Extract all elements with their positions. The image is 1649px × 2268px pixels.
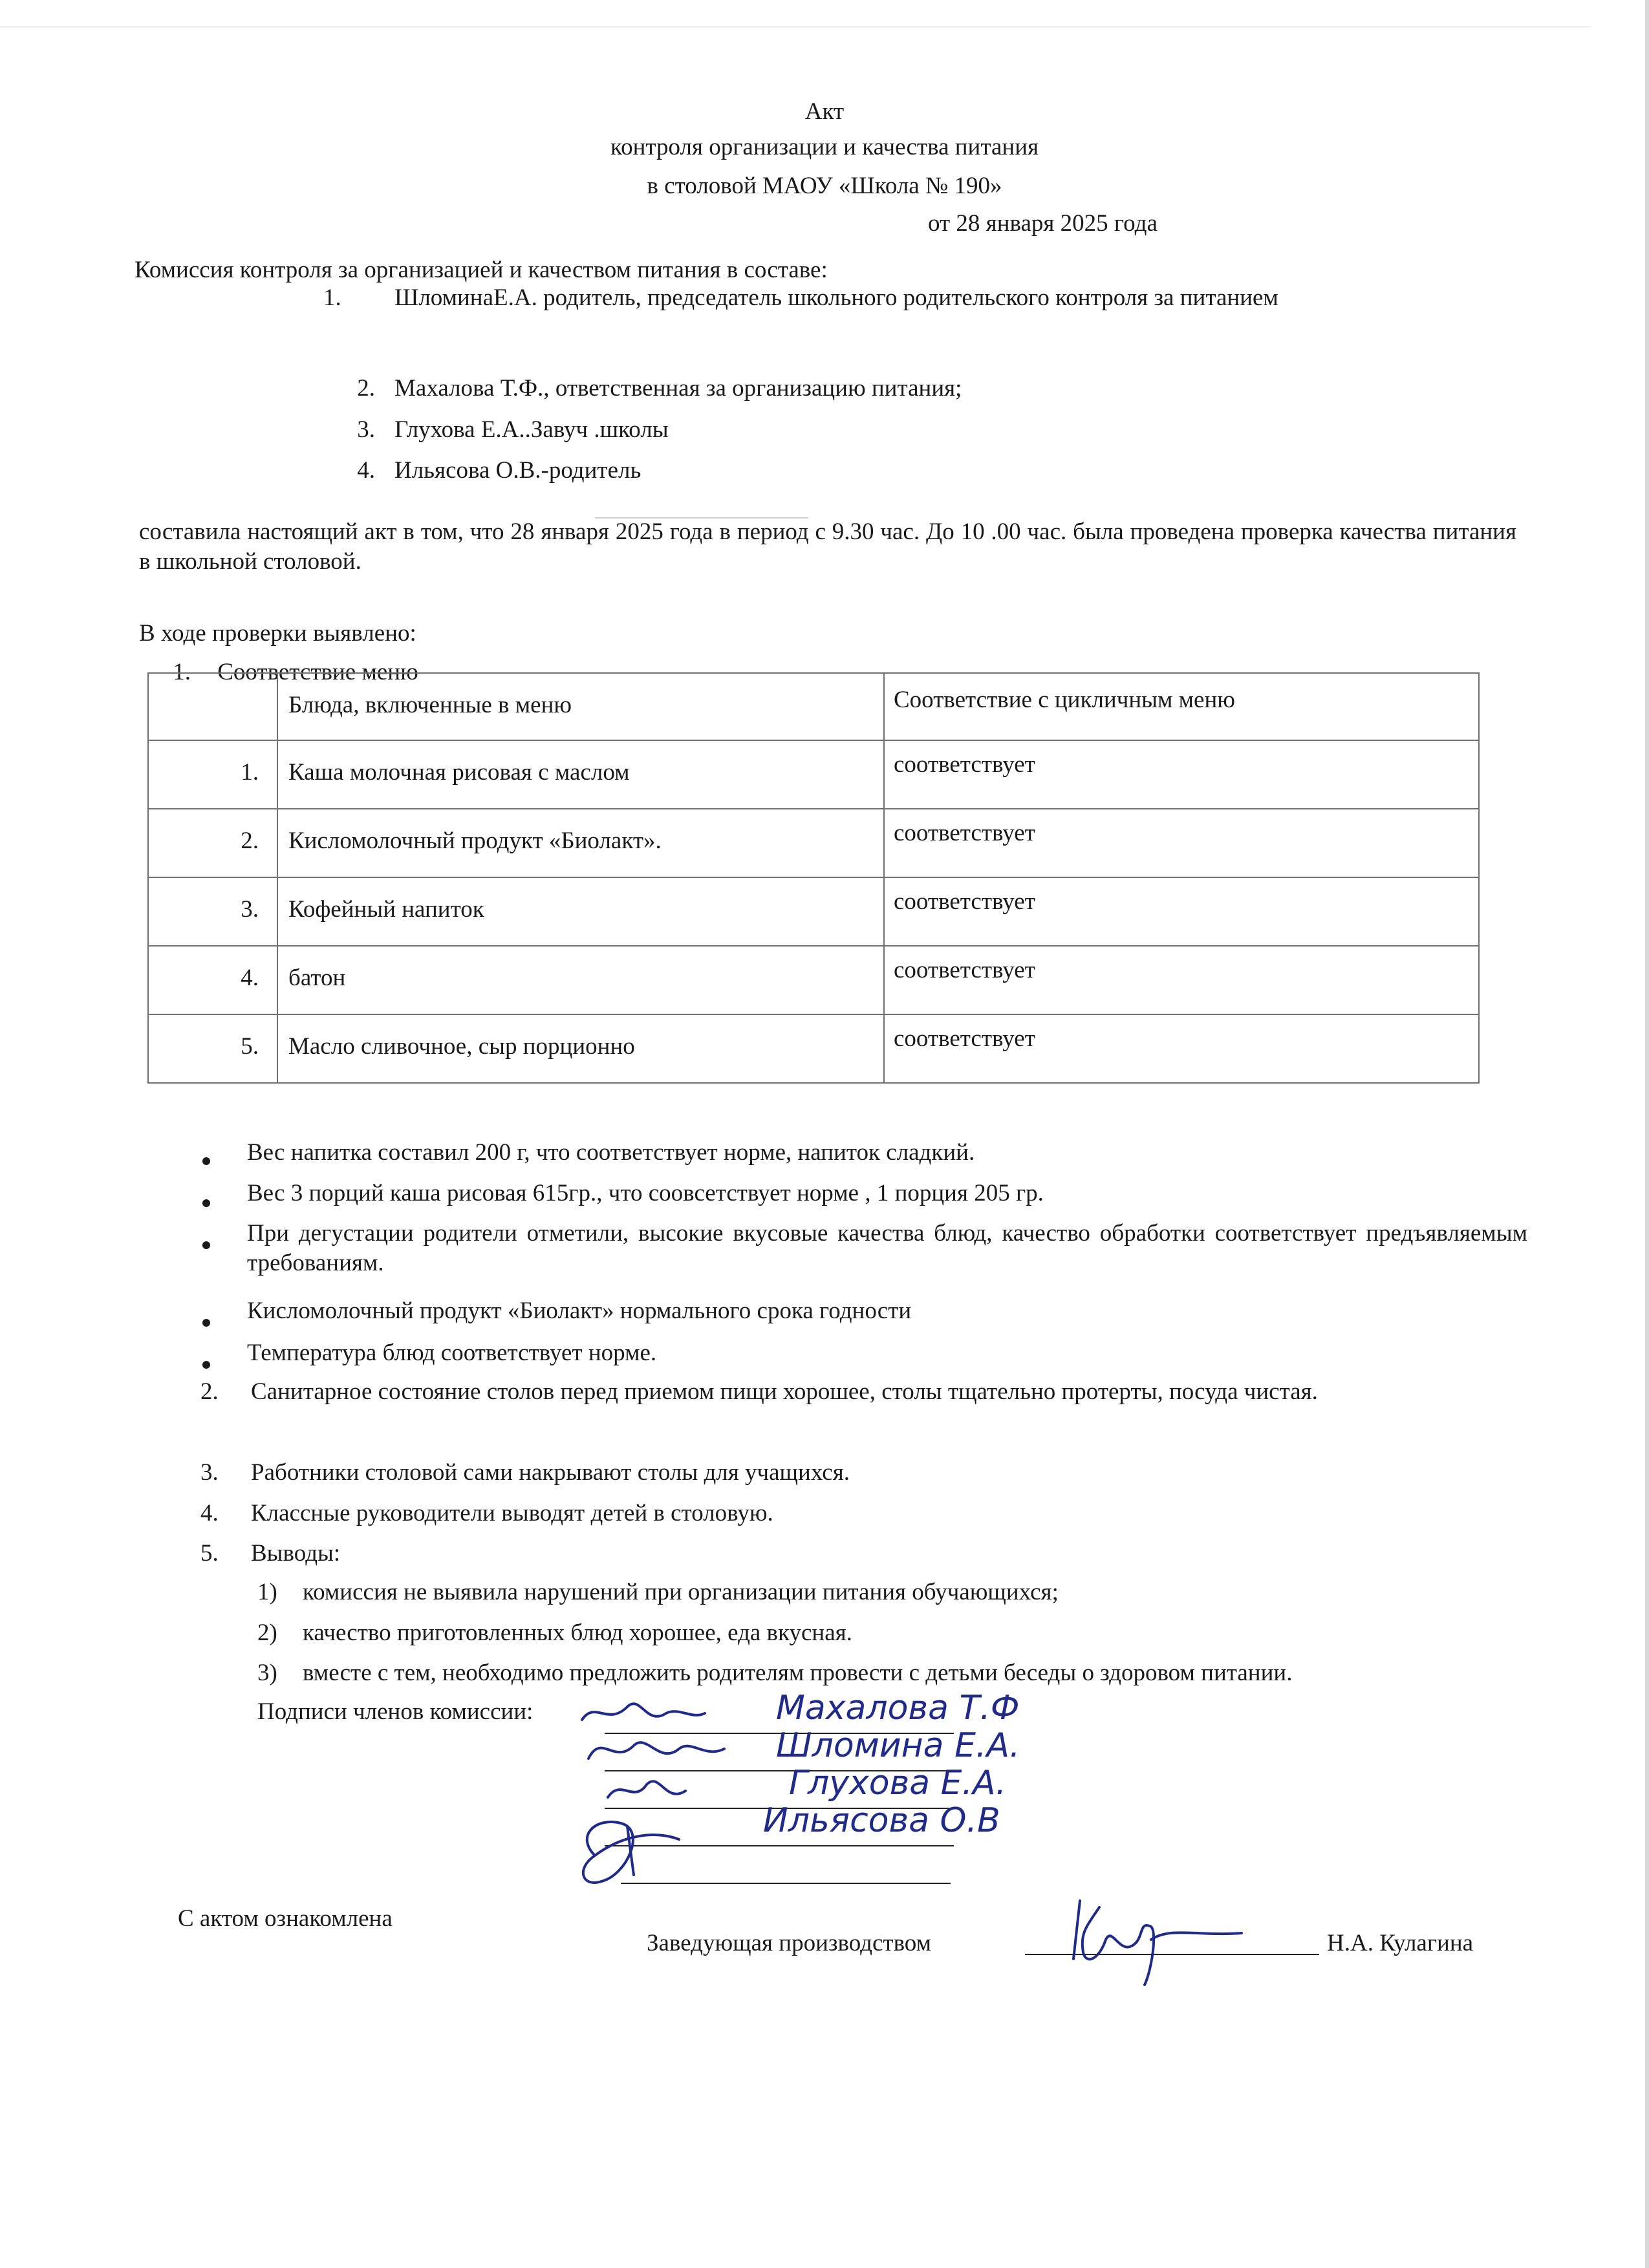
table-row [148, 740, 1479, 809]
member-text: ШломинаЕ.А. родитель, председатель школьного родительского контроля за питанием [394, 284, 1278, 311]
section-item: Санитарное состояние столов перед приемом пищи хорошее, столы тщательно протерты, посуда чистая. [251, 1378, 1318, 1405]
match-cell: соответствует [884, 946, 1479, 1014]
doc-title: Акт [804, 98, 845, 125]
row-number: 4. [148, 946, 277, 1014]
section-item: Работники столовой сами накрывают столы для учащихся. [251, 1459, 850, 1486]
member-text: Махалова Т.Ф., ответственная за организацию питания; [394, 375, 962, 401]
bullet-icon [202, 1319, 210, 1327]
bullet-icon [202, 1157, 210, 1165]
bullet-icon [202, 1199, 210, 1207]
commission-member [357, 374, 962, 403]
bullet-item: При дегустации родители отметили, высокие вкусовые качества блюд, качество обработки соответствует предъявляемым требованиям. [247, 1220, 1527, 1277]
menu-table [147, 672, 1480, 1084]
handwritten-signature: Махалова Т.Ф [776, 1689, 1020, 1728]
list-number: 3. [357, 416, 375, 443]
section-item: Классные руководители выводят детей в столовую. [251, 1500, 773, 1526]
match-cell: соответствует [884, 809, 1479, 877]
findings-heading: В ходе проверки выявлено: [139, 620, 416, 647]
bullet-item: Вес 3 порций каша рисовая 615гр., что сoовсетствует норме , 1 порция 205 гр. [247, 1180, 1044, 1206]
scan-edge [1645, 0, 1649, 2268]
dish-cell: Масло сливочное, сыр порционно [277, 1014, 884, 1083]
bullet-icon [202, 1241, 210, 1249]
table-header-row [148, 673, 1479, 740]
match-cell: соответствует [884, 877, 1479, 946]
act-paragraph: составила настоящий акт в том, что 28 января 2025 года в период с 9.30 час. До 10 .00 час. была проведена проверка качества питания в школьной столовой. [139, 519, 1516, 575]
handwritten-signature: Глухова Е.А. [789, 1764, 1007, 1803]
bullet-item: Температура блюд соответствует норме. [247, 1340, 657, 1366]
commission-member [357, 456, 641, 486]
section-item: Выводы: [251, 1540, 341, 1567]
acquainted-label: С актом ознакомлена [178, 1905, 393, 1932]
signer-name: Н.А. Кулагина [1327, 1930, 1474, 1956]
dish-cell: Каша молочная рисовая с маслом [277, 740, 884, 809]
commission-member [323, 280, 1507, 316]
table-header-cell: Блюда, включенные в меню [277, 673, 884, 740]
dish-cell: Кофейный напиток [277, 877, 884, 946]
list-number: 4. [200, 1500, 219, 1526]
match-cell: соответствует [884, 1014, 1479, 1083]
handwritten-signature: Ильясова О.В [763, 1801, 1000, 1840]
list-number: 3) [257, 1660, 277, 1686]
table-row [148, 946, 1479, 1014]
signatures-label: Подписи членов комиссии: [257, 1698, 534, 1725]
scan-edge [0, 26, 1591, 28]
table-row [148, 877, 1479, 946]
list-number: 2. [200, 1378, 219, 1405]
conclusion-item: комиссия не выявила нарушений при организации питания обучающихся; [303, 1579, 1059, 1605]
row-number: 3. [148, 877, 277, 946]
table-row [148, 1014, 1479, 1083]
commission-member [357, 415, 669, 445]
row-number: 5. [148, 1014, 277, 1083]
handwritten-signature: Шломина Е.А. [776, 1726, 1020, 1765]
table-header-cell [148, 673, 277, 740]
member-text: Глухова Е.А..Завуч .школы [394, 416, 669, 443]
row-number: 1. [148, 740, 277, 809]
list-number: 4. [357, 457, 375, 484]
list-number: 5. [200, 1540, 219, 1567]
bullet-item: Вес напитка составил 200 г, что соответствует норме, напиток сладкий. [247, 1139, 975, 1166]
conclusion-item: вместе с тем, необходимо предложить родителям провести с детьми беседы о здоровом питании. [303, 1660, 1293, 1686]
dish-cell: батон [277, 946, 884, 1014]
table-header-cell: Соответствие с цикличным меню [884, 673, 1479, 740]
bullet-icon [202, 1361, 210, 1369]
position-label: Заведующая производством [647, 1930, 932, 1956]
dish-cell: Кисломолочный продукт «Биолакт». [277, 809, 884, 877]
signature-kulagina-icon [1061, 1888, 1255, 1991]
signature-scribbles-icon [569, 1687, 763, 1901]
member-text: Ильясова О.В.-родитель [394, 457, 641, 484]
commission-intro: Комиссия контроля за организацией и качеством питания в составе: [135, 257, 828, 283]
list-number: 2) [257, 1620, 277, 1646]
list-number: 1. [323, 284, 341, 311]
list-number: 1. [173, 659, 191, 685]
doc-subtitle: контроля организации и качества питания [610, 134, 1039, 160]
table-row [148, 809, 1479, 877]
list-number: 1) [257, 1579, 277, 1605]
section-text: Соответствие меню [217, 659, 418, 685]
doc-date: от 28 января 2025 года [928, 210, 1158, 237]
list-number: 3. [200, 1459, 219, 1486]
row-number: 2. [148, 809, 277, 877]
doc-subtitle: в столовой МАОУ «Школа № 190» [647, 173, 1002, 199]
bullet-item: Кисломолочный продукт «Биолакт» нормального срока годности [247, 1298, 912, 1324]
match-cell: соответствует [884, 740, 1479, 809]
list-number: 2. [357, 375, 375, 401]
conclusion-item: качество приготовленных блюд хорошее, еда вкусная. [303, 1620, 852, 1646]
